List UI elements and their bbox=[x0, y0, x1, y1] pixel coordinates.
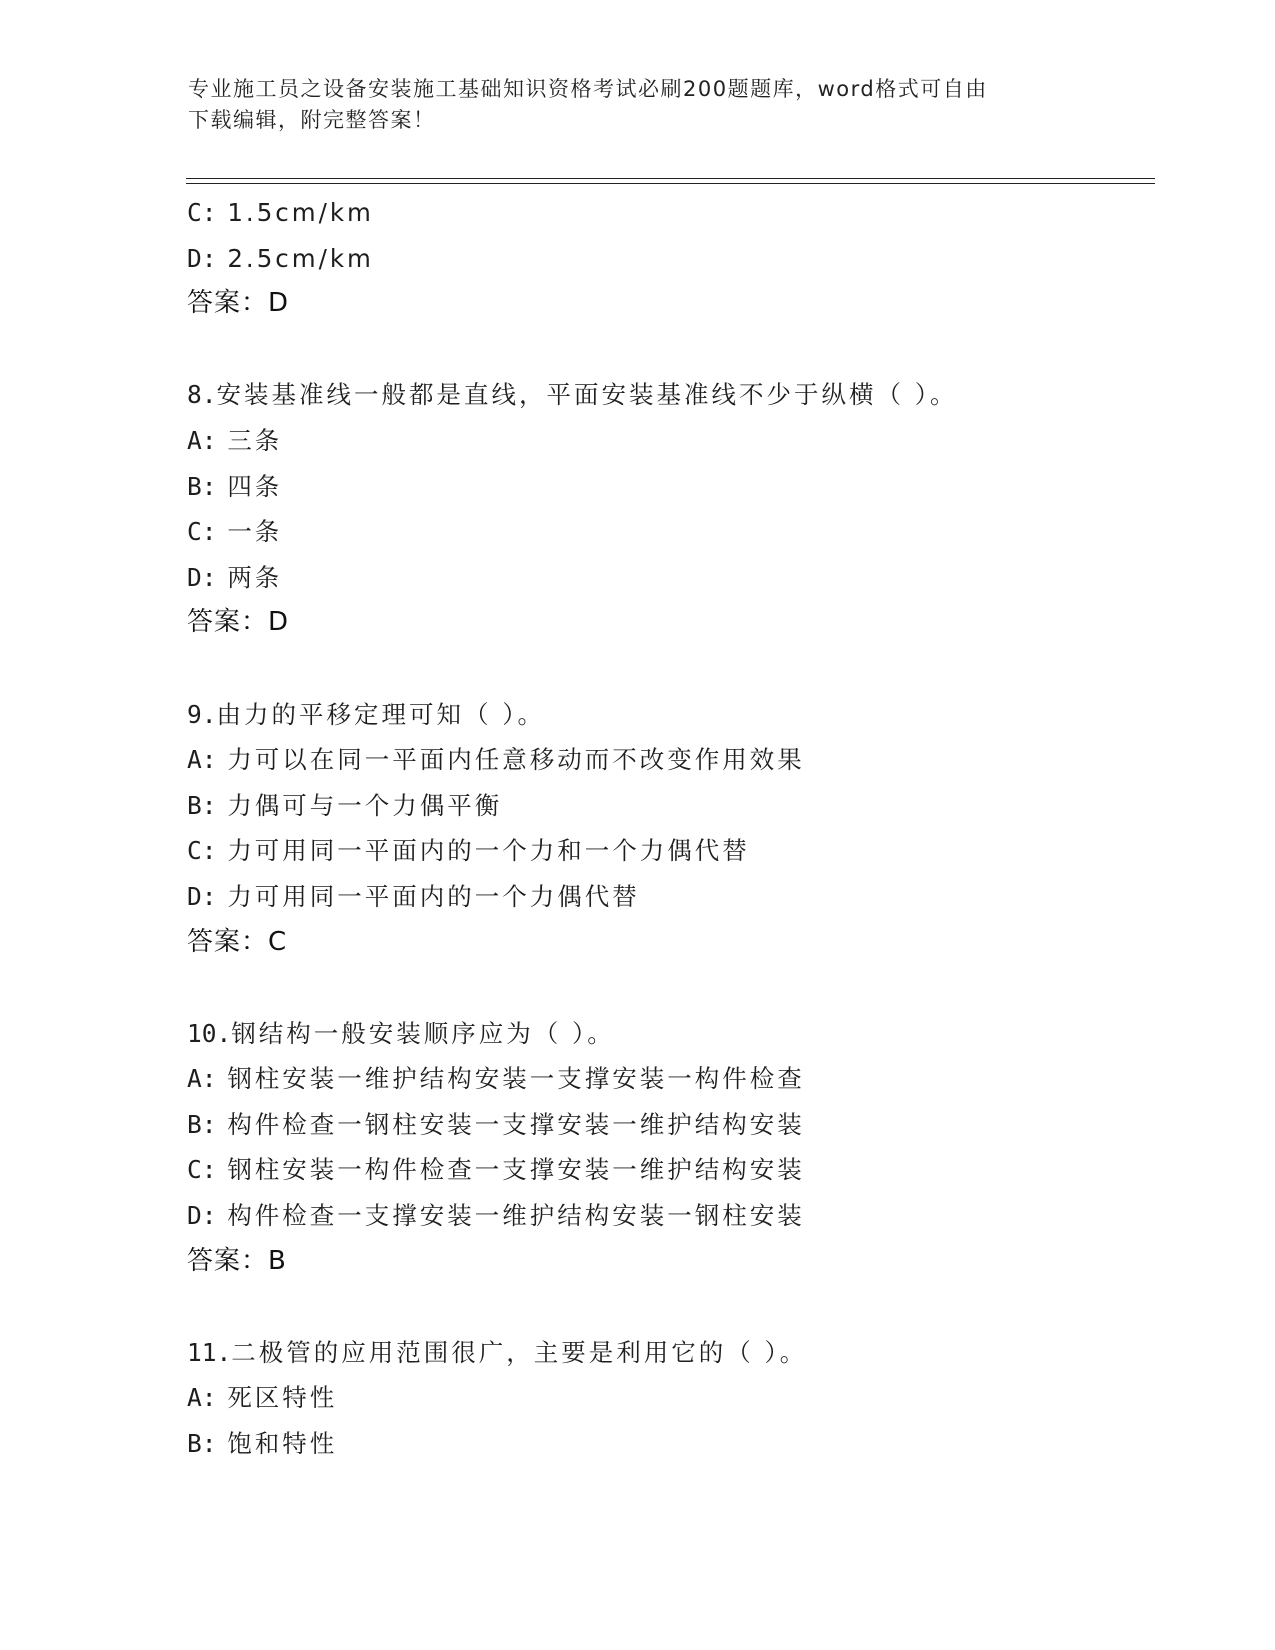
option-d bbox=[187, 874, 1147, 920]
question-stem bbox=[187, 1330, 1147, 1376]
option-text: 钢柱安装一维护结构安装一支撑安装一构件检查 bbox=[227, 1064, 805, 1094]
option-b bbox=[187, 1421, 1147, 1467]
option-text: 两条 bbox=[227, 562, 283, 592]
option-label: A: bbox=[187, 1064, 217, 1094]
option-c bbox=[187, 509, 1147, 555]
answer-line: 答案：D bbox=[187, 607, 290, 638]
option-d bbox=[187, 555, 1147, 601]
option-label: A: bbox=[187, 425, 217, 455]
option-text: 三条 bbox=[227, 425, 283, 455]
question-number: 9. bbox=[187, 699, 217, 729]
option-b bbox=[187, 1102, 1147, 1148]
option-label: D: bbox=[187, 562, 217, 592]
option-text: 力可用同一平面内的一个力偶代替 bbox=[227, 881, 640, 911]
question-number: 8. bbox=[187, 380, 217, 410]
option-a bbox=[187, 737, 1147, 783]
option-label: C: bbox=[187, 517, 217, 547]
question-7-continued bbox=[187, 190, 1147, 327]
question-10 bbox=[187, 1011, 1147, 1285]
option-d bbox=[187, 1193, 1147, 1239]
answer-line: 答案：C bbox=[187, 926, 288, 957]
question-9 bbox=[187, 692, 1147, 966]
option-text: 1.5cm/km bbox=[227, 198, 374, 227]
option-text: 构件检查一钢柱安装一支撑安装一维护结构安装 bbox=[227, 1109, 805, 1139]
option-b bbox=[187, 464, 1147, 510]
option-label: C: bbox=[187, 198, 217, 227]
option-label: A: bbox=[187, 745, 217, 775]
option-b bbox=[187, 783, 1147, 829]
question-text: 安装基准线一般都是直线，平面安装基准线不少于纵横（ ）。 bbox=[216, 380, 958, 410]
question-number: 11. bbox=[187, 1337, 232, 1367]
option-text: 死区特性 bbox=[227, 1383, 338, 1413]
question-11 bbox=[187, 1330, 1147, 1467]
option-a bbox=[187, 418, 1147, 464]
option-c bbox=[187, 828, 1147, 874]
question-text: 二极管的应用范围很广，主要是利用它的（ ）。 bbox=[231, 1337, 808, 1367]
document-header bbox=[188, 74, 1068, 136]
option-d bbox=[187, 236, 1147, 282]
header-divider-thin bbox=[186, 183, 1155, 184]
option-label: B: bbox=[187, 1109, 217, 1139]
header-line-1: 专业施工员之设备安装施工基础知识资格考试必刷200题题库，word格式可自由 bbox=[188, 77, 988, 101]
question-number: 10. bbox=[187, 1018, 232, 1048]
option-c bbox=[187, 1147, 1147, 1193]
option-text: 力可用同一平面内的一个力和一个力偶代替 bbox=[227, 836, 750, 866]
header-line-2: 下载编辑，附完整答案！ bbox=[188, 108, 436, 132]
answer-line: 答案：D bbox=[187, 288, 290, 319]
option-label: B: bbox=[187, 1429, 217, 1459]
answer-line: 答案：B bbox=[187, 1245, 287, 1276]
question-stem bbox=[187, 692, 1147, 738]
option-label: D: bbox=[187, 1201, 217, 1231]
option-text: 钢柱安装一构件检查一支撑安装一维护结构安装 bbox=[227, 1155, 805, 1185]
option-a bbox=[187, 1375, 1147, 1421]
question-stem bbox=[187, 372, 1147, 418]
option-text: 力偶可与一个力偶平衡 bbox=[227, 790, 503, 820]
option-text: 2.5cm/km bbox=[227, 243, 374, 273]
option-label: A: bbox=[187, 1383, 217, 1413]
option-text: 力可以在同一平面内任意移动而不改变作用效果 bbox=[227, 745, 805, 775]
question-list bbox=[187, 190, 1147, 1467]
question-stem bbox=[187, 1011, 1147, 1057]
option-label: B: bbox=[187, 471, 217, 501]
option-c bbox=[187, 190, 1147, 236]
option-text: 饱和特性 bbox=[227, 1429, 338, 1459]
option-label: B: bbox=[187, 790, 217, 820]
option-text: 四条 bbox=[227, 471, 283, 501]
option-label: D: bbox=[187, 243, 217, 273]
option-label: C: bbox=[187, 836, 217, 866]
question-8 bbox=[187, 372, 1147, 646]
option-text: 一条 bbox=[227, 517, 283, 547]
option-label: D: bbox=[187, 881, 217, 911]
header-divider-thick bbox=[186, 178, 1155, 179]
option-label: C: bbox=[187, 1155, 217, 1185]
question-text: 钢结构一般安装顺序应为（ ）。 bbox=[231, 1018, 615, 1048]
question-text: 由力的平移定理可知（ ）。 bbox=[216, 699, 546, 729]
option-a bbox=[187, 1056, 1147, 1102]
option-text: 构件检查一支撑安装一维护结构安装一钢柱安装 bbox=[227, 1201, 805, 1231]
